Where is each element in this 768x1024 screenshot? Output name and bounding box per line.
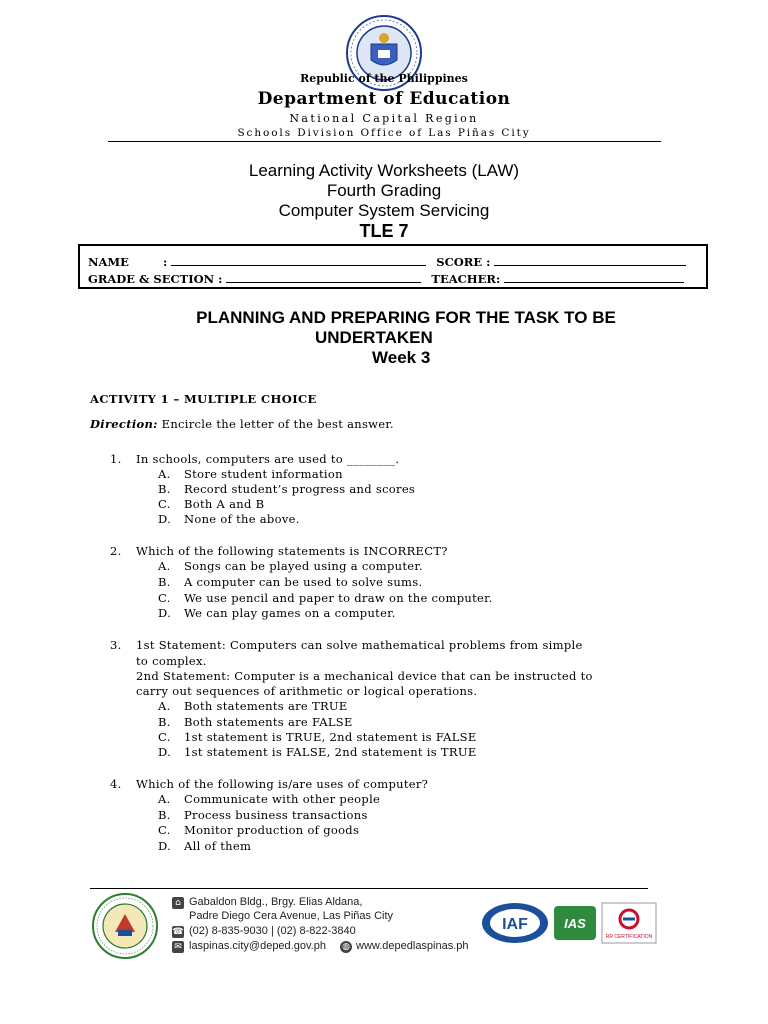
score-field[interactable] <box>494 254 686 266</box>
ias-logo <box>552 902 598 944</box>
option-letter[interactable]: D. <box>158 606 172 620</box>
activity-title: ACTIVITY 1 – MULTIPLE CHOICE <box>90 392 317 406</box>
department-heading: Department of Education <box>257 89 511 109</box>
option-text: Both A and B <box>184 497 265 511</box>
grade-section-label: GRADE & SECTION : <box>88 272 223 286</box>
question-text-line: carry out sequences of arithmetic or logical operations. <box>136 684 478 698</box>
question-number: 1. <box>110 452 122 466</box>
question-text: In schools, computers are used to ________. <box>136 452 400 466</box>
option-letter[interactable]: C. <box>158 730 171 744</box>
grade-level: TLE 7 <box>359 221 409 241</box>
region-heading: National Capital Region <box>289 112 479 125</box>
phone-numbers: (02) 8-835-9030 | (02) 8-822-3840 <box>189 925 356 937</box>
teacher-field[interactable] <box>504 271 684 283</box>
division-heading: Schools Division Office of Las Piñas City <box>237 127 531 139</box>
option-text: Record student’s progress and scores <box>184 482 416 496</box>
phone-icon: ☎ <box>172 927 184 937</box>
direction-body: Encircle the letter of the best answer. <box>157 417 394 431</box>
option-text: Songs can be played using a computer. <box>184 559 423 573</box>
question-text-line: 1st Statement: Computers can solve mathematical problems from simple <box>136 638 583 652</box>
option-text: 1st statement is TRUE, 2nd statement is FALSE <box>184 730 477 744</box>
option-letter[interactable]: D. <box>158 745 172 759</box>
option-letter[interactable]: B. <box>158 715 171 729</box>
option-letter[interactable]: B. <box>158 482 171 496</box>
direction-label: Direction: <box>90 417 158 431</box>
option-text: We can play games on a computer. <box>184 606 396 620</box>
option-letter[interactable]: D. <box>158 512 172 526</box>
lesson-title-line1: PLANNING AND PREPARING FOR THE TASK TO BE <box>196 308 616 327</box>
iaf-logo-text: IAF <box>502 916 528 933</box>
subject-title: Computer System Servicing <box>278 201 490 220</box>
cert-logo-text: RR CERTIFICATION <box>605 934 653 940</box>
question-text-line: to complex. <box>136 654 207 668</box>
option-text: Monitor production of goods <box>184 823 360 837</box>
option-text: Communicate with other people <box>184 792 381 806</box>
option-letter[interactable]: A. <box>158 792 171 806</box>
question-number: 4. <box>110 777 122 791</box>
location-icon: ⌂ <box>172 897 184 909</box>
name-label: NAME <box>88 255 129 269</box>
option-letter[interactable]: C. <box>158 497 171 511</box>
email-icon: ✉ <box>172 941 184 953</box>
globe-icon: ◍ <box>340 941 352 953</box>
question-text: Which of the following is/are uses of computer? <box>136 777 429 791</box>
teacher-label: TEACHER: <box>431 272 501 286</box>
grade-section-field[interactable] <box>226 271 421 283</box>
option-text: Both statements are FALSE <box>184 715 353 729</box>
address-line-1: Gabaldon Bldg., Brgy. Elias Aldana, <box>189 896 363 908</box>
rr-certification-logo <box>601 902 657 944</box>
option-text: 1st statement is FALSE, 2nd statement is TRUE <box>184 745 477 759</box>
website-link[interactable]: www.depedlaspinas.ph <box>356 940 469 952</box>
option-letter[interactable]: C. <box>158 591 171 605</box>
option-letter[interactable]: A. <box>158 467 171 481</box>
option-text: Store student information <box>184 467 343 481</box>
address-line-2: Padre Diego Cera Avenue, Las Piñas City <box>189 910 394 922</box>
division-seal-logo <box>91 892 159 960</box>
option-letter[interactable]: D. <box>158 839 172 853</box>
option-text: All of them <box>184 839 252 853</box>
option-text: We use pencil and paper to draw on the computer. <box>184 591 493 605</box>
lesson-title-line2: UNDERTAKEN <box>315 328 433 347</box>
question-number: 3. <box>110 638 122 652</box>
grading-period: Fourth Grading <box>326 181 442 200</box>
question-text: Which of the following statements is INCORRECT? <box>136 544 448 558</box>
option-letter[interactable]: B. <box>158 808 171 822</box>
option-text: Process business transactions <box>184 808 368 822</box>
name-field[interactable] <box>171 254 426 266</box>
question-text-line: 2nd Statement: Computer is a mechanical device that can be instructed to <box>136 669 593 683</box>
option-letter[interactable]: A. <box>158 559 171 573</box>
email-link[interactable]: laspinas.city@deped.gov.ph <box>189 940 326 952</box>
option-text: Both statements are TRUE <box>184 699 348 713</box>
direction-text <box>90 417 394 431</box>
option-letter[interactable]: A. <box>158 699 171 713</box>
footer-divider <box>90 888 648 889</box>
option-letter[interactable]: B. <box>158 575 171 589</box>
worksheet-title: Learning Activity Worksheets (LAW) <box>248 161 520 180</box>
score-label: SCORE : <box>436 255 491 269</box>
option-letter[interactable]: C. <box>158 823 171 837</box>
ias-logo-text: IAS <box>564 916 586 931</box>
week-label: Week 3 <box>372 348 431 367</box>
question-number: 2. <box>110 544 122 558</box>
iaf-logo <box>481 902 549 944</box>
republic-heading: Republic of the Philippines <box>300 72 468 85</box>
student-info-box: NAME : SCORE : GRADE & SECTION : TEACHER: <box>78 244 708 289</box>
option-text: A computer can be used to solve sums. <box>184 575 423 589</box>
header-divider <box>108 141 661 142</box>
option-text: None of the above. <box>184 512 300 526</box>
